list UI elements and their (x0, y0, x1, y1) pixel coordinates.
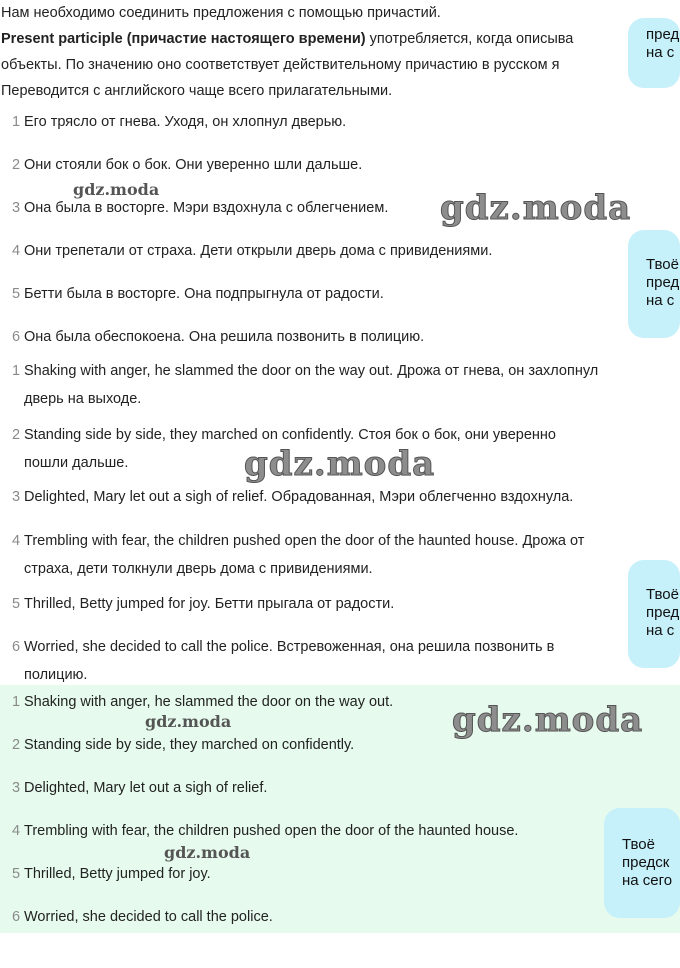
intro-line-3: объекты. По значению оно соответствует действительному причастию в русском я (1, 57, 560, 73)
item-text: Бетти была в восторге. Она подпрыгнула от радости. (24, 286, 384, 302)
bubble-line: пред (646, 274, 680, 291)
promo-bubble[interactable] (628, 230, 680, 338)
bubble-line: Твоё (622, 836, 655, 853)
item-number: 4 (12, 533, 21, 549)
item-number: 1 (12, 114, 21, 130)
intro-line-2 (0, 26, 680, 52)
intro-line-1: Нам необходимо соединить предложения с помощью причастий. (1, 5, 441, 21)
list-item (0, 194, 676, 222)
promo-bubble[interactable] (604, 808, 680, 918)
intro-bold-term: Present participle (причастие настоящего времени) (1, 31, 366, 47)
list-item (0, 590, 676, 618)
item-text: Shaking with anger, he slammed the door on the way out. (24, 694, 394, 710)
item-text-continued: полицию. (24, 667, 88, 683)
item-text: Trembling with fear, the children pushed open the door of the haunted house. Дрожа от (24, 533, 585, 549)
list-item (0, 688, 676, 716)
item-number: 6 (12, 639, 21, 655)
item-number: 2 (12, 157, 21, 173)
item-text: Thrilled, Betty jumped for joy. Бетти прыгала от радости. (24, 596, 395, 612)
item-text: Они трепетали от страха. Дети открыли дверь дома с привидениями. (24, 243, 493, 259)
item-number: 2 (12, 427, 21, 443)
list-item (0, 280, 676, 308)
list-item (0, 483, 676, 511)
bubble-line: предск (622, 854, 670, 871)
item-text: Они стояли бок о бок. Они уверенно шли дальше. (24, 157, 363, 173)
item-number: 6 (12, 329, 21, 345)
watermark: gdz.moda (73, 180, 160, 199)
list-item (0, 108, 676, 136)
item-number: 1 (12, 694, 21, 710)
list-item (0, 323, 676, 351)
list-item (0, 527, 680, 583)
list-item (0, 357, 680, 413)
list-item (0, 237, 676, 265)
bubble-line: на с (646, 292, 675, 309)
watermark: gdz.moda (452, 700, 644, 740)
bubble-line: на с (646, 44, 675, 61)
item-number: 5 (12, 866, 21, 882)
list-item (0, 774, 676, 802)
bubble-line: на сего (622, 872, 673, 889)
item-number: 4 (12, 243, 21, 259)
intro-line-4: Переводится с английского чаще всего прилагательными. (1, 83, 393, 99)
item-text: Thrilled, Betty jumped for joy. (24, 866, 211, 882)
list-item (0, 903, 676, 931)
item-number: 5 (12, 286, 21, 302)
bubble-line: на с (646, 622, 675, 639)
item-text-continued: страха, дети толкнули дверь дома с привидениями. (24, 561, 373, 577)
item-text: Standing side by side, they marched on confidently. Стоя бок о бок, они уверенно (24, 427, 556, 443)
list-item (0, 633, 680, 689)
bubble-line: Твоё (646, 256, 679, 273)
intro-paragraph (0, 0, 680, 104)
list-item (0, 817, 676, 845)
list-item (0, 151, 676, 179)
item-number: 2 (12, 737, 21, 753)
item-number: 6 (12, 909, 21, 925)
list-item (0, 731, 676, 759)
item-number: 3 (12, 780, 21, 796)
watermark: gdz.moda (145, 712, 232, 731)
item-number: 4 (12, 823, 21, 839)
item-text-continued: пошли дальше. (24, 455, 129, 471)
answer-block (0, 685, 680, 933)
watermark: gdz.moda (244, 444, 436, 484)
list-item (0, 421, 680, 477)
item-text: Она была обеспокоена. Она решила позвонить в полицию. (24, 329, 425, 345)
item-text: Delighted, Mary let out a sigh of relief. Обрадованная, Мэри облегченно вздохнула. (24, 489, 574, 505)
item-number: 1 (12, 363, 21, 379)
item-text: Worried, she decided to call the police. (24, 909, 273, 925)
item-text-continued: дверь на выходе. (24, 391, 142, 407)
item-text: Delighted, Mary let out a sigh of relief. (24, 780, 268, 796)
watermark: gdz.moda (440, 188, 632, 228)
item-number: 3 (12, 489, 21, 505)
intro-line-2-rest: употребляется, когда описыва (365, 31, 574, 47)
item-number: 3 (12, 200, 21, 216)
bubble-line: Твоё (646, 586, 679, 603)
promo-bubble[interactable] (628, 560, 680, 668)
bubble-line: пред (646, 604, 680, 621)
item-text: Его трясло от гнева. Уходя, он хлопнул дверью. (24, 114, 347, 130)
item-text: Worried, she decided to call the police. Встревоженная, она решила позвонить в (24, 639, 555, 655)
watermark: gdz.moda (164, 843, 251, 862)
item-number: 5 (12, 596, 21, 612)
list-item (0, 860, 676, 888)
item-text: Standing side by side, they marched on confidently. (24, 737, 355, 753)
item-text: Она была в восторге. Мэри вздохнула с облегчением. (24, 200, 389, 216)
item-text: Trembling with fear, the children pushed open the door of the haunted house. (24, 823, 519, 839)
bubble-line: пред (646, 26, 680, 43)
item-text: Shaking with anger, he slammed the door on the way out. Дрожа от гнева, он захлопнул (24, 363, 599, 379)
promo-bubble[interactable] (628, 18, 680, 88)
